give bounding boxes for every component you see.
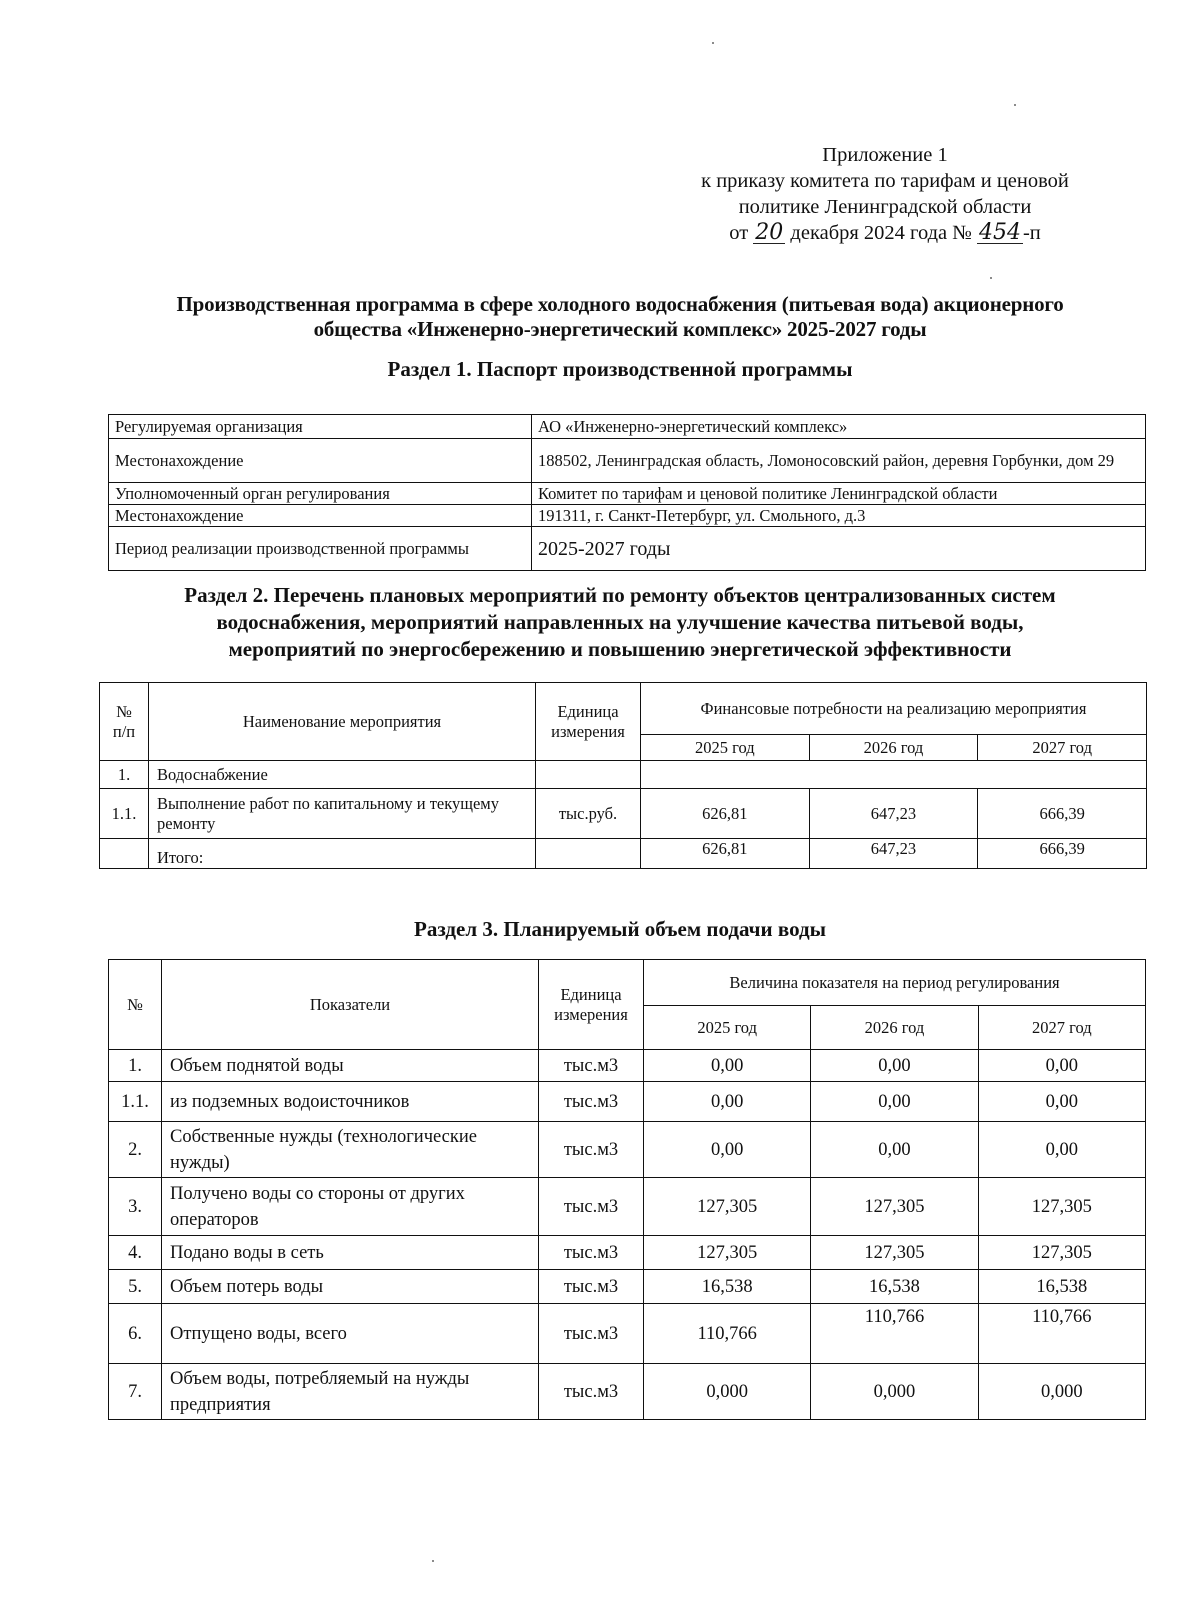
cell-unit: тыс.м3 (539, 1178, 644, 1236)
cell-unit: тыс.м3 (539, 1122, 644, 1178)
passport-label: Местонахождение (109, 439, 532, 483)
section-3-title: Раздел 3. Планируемый объем подачи воды (414, 917, 826, 941)
cell-empty (641, 761, 1147, 789)
header-year: 2025 год (644, 1006, 811, 1050)
cell-num (100, 839, 149, 869)
passport-table (108, 414, 1146, 571)
cell-value-2027: 110,766 (978, 1304, 1145, 1364)
date-prefix: от (729, 222, 749, 244)
cell-value-2026: 0,000 (811, 1364, 978, 1420)
table-header-row (109, 960, 1146, 1006)
cell-name: Объем поднятой воды (162, 1050, 539, 1082)
table-row (109, 1082, 1146, 1122)
cell-value-2025: 626,81 (641, 839, 810, 869)
table-row (109, 505, 1146, 527)
cell-name: Отпущено воды, всего (162, 1304, 539, 1364)
cell-unit: тыс.руб. (536, 789, 641, 839)
passport-label: Период реализации производственной программы (109, 527, 532, 571)
cell-value-2025: 626,81 (641, 789, 810, 839)
cell-num: 6. (109, 1304, 162, 1364)
cell-unit: тыс.м3 (539, 1236, 644, 1270)
header-unit: Единица измерения (536, 683, 641, 761)
cell-value-2025: 0,000 (644, 1364, 811, 1420)
cell-num: 3. (109, 1178, 162, 1236)
table-row (109, 1364, 1146, 1420)
cell-unit (536, 761, 641, 789)
cell-value-2026: 127,305 (811, 1236, 978, 1270)
cell-value-2025: 16,538 (644, 1270, 811, 1304)
cell-value-2027: 0,00 (978, 1122, 1145, 1178)
cell-value-2026: 16,538 (811, 1270, 978, 1304)
cell-value-2025: 110,766 (644, 1304, 811, 1364)
header-year: 2027 год (978, 735, 1147, 761)
cell-value-2027: 666,39 (978, 789, 1147, 839)
cell-value-2025: 0,00 (644, 1082, 811, 1122)
cell-num: 1. (109, 1050, 162, 1082)
passport-value: 2025-2027 годы (532, 527, 1146, 571)
header-name: Наименование мероприятия (149, 683, 536, 761)
cell-name: Водоснабжение (149, 761, 536, 789)
cell-value-2025: 127,305 (644, 1236, 811, 1270)
cell-num: 1.1. (100, 789, 149, 839)
document-title (100, 292, 1140, 342)
handwritten-order-number: 454 (978, 220, 1021, 245)
header-year: 2025 год (641, 735, 810, 761)
table-row (109, 1270, 1146, 1304)
cell-value-2025: 127,305 (644, 1178, 811, 1236)
table-row (109, 1050, 1146, 1082)
passport-label: Уполномоченный орган регулирования (109, 483, 532, 505)
header-num: № (109, 960, 162, 1050)
cell-num: 1.1. (109, 1082, 162, 1122)
header-unit: Единица измерения (539, 960, 644, 1050)
date-middle: декабря 2024 года № (790, 222, 972, 244)
cell-num: 1. (100, 761, 149, 789)
order-number-suffix: -п (1022, 222, 1041, 244)
header-finance: Финансовые потребности на реализацию мероприятия (641, 683, 1147, 735)
header-year: 2026 год (809, 735, 978, 761)
cell-name: Объем потерь воды (162, 1270, 539, 1304)
section-2-title-line-1: Раздел 2. Перечень плановых мероприятий по ремонту объектов централизованных систем (184, 583, 1056, 607)
scan-speck (990, 277, 992, 279)
section-2-title-line-2: водоснабжения, мероприятий направленных на улучшение качества питьевой воды, (216, 610, 1024, 634)
cell-num: 2. (109, 1122, 162, 1178)
cell-value-2027: 0,000 (978, 1364, 1145, 1420)
cell-unit: тыс.м3 (539, 1270, 644, 1304)
cell-value-2027: 127,305 (978, 1178, 1145, 1236)
cell-name: Итого: (149, 839, 536, 869)
header-year: 2027 год (978, 1006, 1145, 1050)
cell-name: Выполнение работ по капитальному и текущему ремонту (149, 789, 536, 839)
cell-unit: тыс.м3 (539, 1304, 644, 1364)
cell-value-2026: 110,766 (811, 1304, 978, 1364)
cell-name: Получено воды со стороны от других операторов (162, 1178, 539, 1236)
cell-unit: тыс.м3 (539, 1082, 644, 1122)
scan-speck (1014, 104, 1016, 106)
cell-num: 7. (109, 1364, 162, 1420)
passport-value: 188502, Ленинградская область, Ломоносовский район, деревня Горбунки, дом 29 (532, 439, 1146, 483)
appendix-date-line (650, 220, 1120, 246)
header-indicators: Показатели (162, 960, 539, 1050)
cell-num: 4. (109, 1236, 162, 1270)
cell-unit: тыс.м3 (539, 1364, 644, 1420)
water-supply-table (108, 959, 1146, 1420)
document-title-line-1: Производственная программа в сфере холодного водоснабжения (питьевая вода) акционерного (176, 292, 1064, 316)
cell-value-2027: 666,39 (978, 839, 1147, 869)
table-header-row (100, 683, 1147, 735)
handwritten-day: 20 (755, 220, 784, 245)
cell-value-2027: 0,00 (978, 1050, 1145, 1082)
passport-label: Регулируемая организация (109, 415, 532, 439)
passport-value: АО «Инженерно-энергетический комплекс» (532, 415, 1146, 439)
header-period: Величина показателя на период регулирования (644, 960, 1146, 1006)
cell-value-2026: 0,00 (811, 1050, 978, 1082)
cell-value-2026: 127,305 (811, 1178, 978, 1236)
cell-value-2025: 0,00 (644, 1050, 811, 1082)
passport-value: 191311, г. Санкт-Петербург, ул. Смольного, д.3 (532, 505, 1146, 527)
scan-speck (432, 1560, 434, 1562)
activities-table (99, 682, 1147, 869)
table-row-total (100, 839, 1147, 869)
table-row (109, 527, 1146, 571)
cell-unit (536, 839, 641, 869)
appendix-line-1: Приложение 1 (822, 144, 948, 166)
section-1-title: Раздел 1. Паспорт производственной программы (387, 357, 853, 381)
appendix-line-3: политике Ленинградской области (738, 196, 1032, 218)
cell-value-2026: 0,00 (811, 1082, 978, 1122)
table-row (109, 1304, 1146, 1364)
cell-value-2027: 16,538 (978, 1270, 1145, 1304)
cell-name: Подано воды в сеть (162, 1236, 539, 1270)
cell-value-2026: 647,23 (809, 839, 978, 869)
cell-value-2025: 0,00 (644, 1122, 811, 1178)
header-num: № п/п (100, 683, 149, 761)
table-row (100, 789, 1147, 839)
cell-name: Объем воды, потребляемый на нужды предприятия (162, 1364, 539, 1420)
table-row (109, 1178, 1146, 1236)
table-row (109, 483, 1146, 505)
cell-name: из подземных водоисточников (162, 1082, 539, 1122)
appendix-header (650, 142, 1120, 246)
cell-value-2026: 647,23 (809, 789, 978, 839)
cell-value-2027: 127,305 (978, 1236, 1145, 1270)
passport-value: Комитет по тарифам и ценовой политике Ленинградской области (532, 483, 1146, 505)
table-row (109, 1122, 1146, 1178)
cell-value-2027: 0,00 (978, 1082, 1145, 1122)
section-2-title (100, 582, 1140, 663)
cell-unit: тыс.м3 (539, 1050, 644, 1082)
cell-num: 5. (109, 1270, 162, 1304)
table-row (109, 415, 1146, 439)
cell-name: Собственные нужды (технологические нужды) (162, 1122, 539, 1178)
table-row (109, 439, 1146, 483)
table-row (109, 1236, 1146, 1270)
document-title-line-2: общества «Инженерно-энергетический комплекс» 2025-2027 годы (313, 317, 927, 341)
header-year: 2026 год (811, 1006, 978, 1050)
table-row (100, 761, 1147, 789)
scan-speck (712, 42, 714, 44)
passport-label: Местонахождение (109, 505, 532, 527)
cell-value-2026: 0,00 (811, 1122, 978, 1178)
section-2-title-line-3: мероприятий по энергосбережению и повышению энергетической эффективности (228, 637, 1012, 661)
appendix-line-2: к приказу комитета по тарифам и ценовой (701, 170, 1069, 192)
